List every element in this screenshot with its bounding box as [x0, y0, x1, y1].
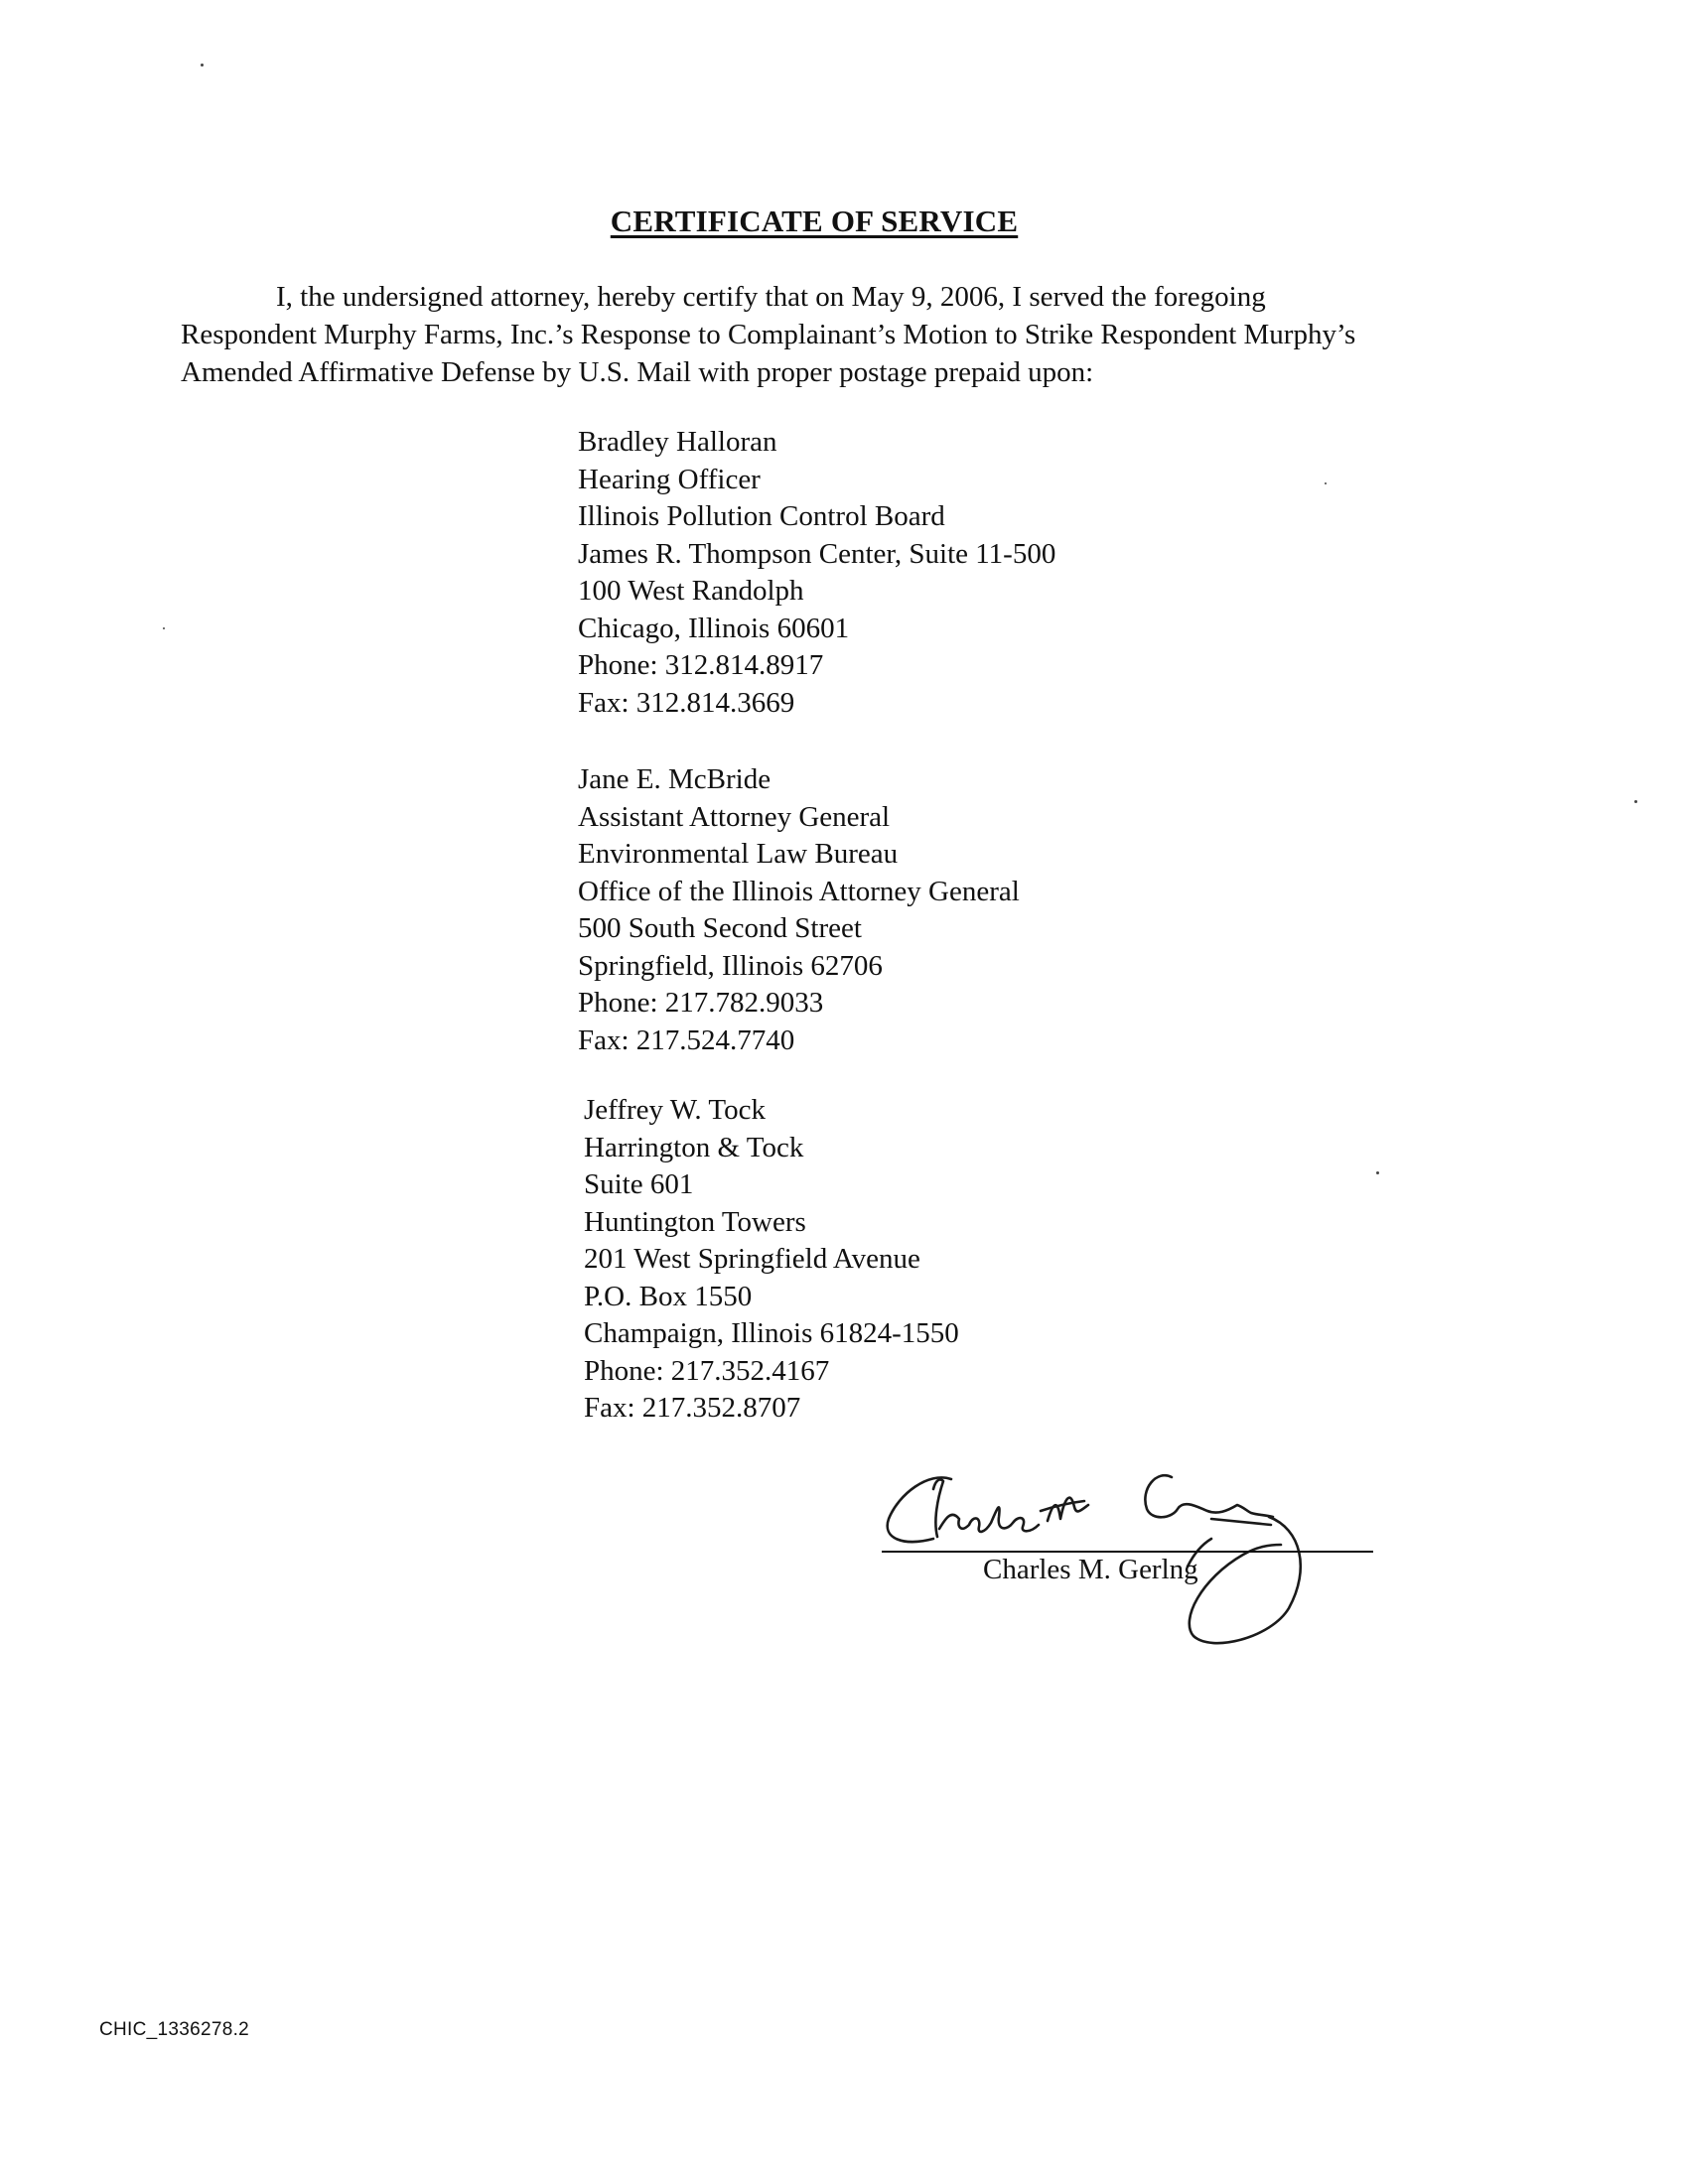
address-line: Jeffrey W. Tock — [584, 1094, 766, 1126]
paragraph-line-3: Amended Affirmative Defense by U.S. Mail with proper postage prepaid upon: — [181, 356, 1094, 388]
address-line: Office of the Illinois Attorney General — [578, 875, 1020, 907]
address-line: Champaign, Illinois 61824-1550 — [584, 1317, 959, 1349]
certification-paragraph — [181, 278, 1462, 391]
scan-speck — [1634, 800, 1637, 803]
address-line: 201 West Springfield Avenue — [584, 1243, 920, 1275]
recipient-address-mcbride — [578, 761, 1020, 1059]
address-line: Harrington & Tock — [584, 1131, 804, 1163]
address-line: James R. Thompson Center, Suite 11-500 — [578, 537, 1056, 570]
address-line: Illinois Pollution Control Board — [578, 500, 945, 532]
recipient-address-tock — [584, 1092, 959, 1428]
address-line: Environmental Law Bureau — [578, 838, 899, 870]
address-line: Suite 601 — [584, 1168, 694, 1200]
scan-speck — [1325, 482, 1327, 484]
paragraph-line-1: I, the undersigned attorney, hereby certify that on May 9, 2006, I served the foregoing — [276, 281, 1266, 313]
scan-speck — [1376, 1171, 1379, 1174]
page-title: CERTIFICATE OF SERVICE — [610, 204, 1019, 238]
signature-line — [882, 1551, 1373, 1553]
signer-name: Charles M. Gerlng — [983, 1554, 1198, 1585]
address-line: Huntington Towers — [584, 1205, 806, 1238]
address-line: Springfield, Illinois 62706 — [578, 949, 883, 982]
document-id: CHIC_1336278.2 — [99, 2019, 250, 2040]
address-line: Phone: 217.782.9033 — [578, 987, 824, 1019]
address-line: Assistant Attorney General — [578, 800, 891, 833]
address-line: 500 South Second Street — [578, 912, 862, 944]
address-line: Chicago, Illinois 60601 — [578, 612, 850, 644]
address-line: Fax: 217.524.7740 — [578, 1024, 795, 1056]
recipient-address-halloran — [578, 424, 1055, 722]
address-line: Fax: 312.814.3669 — [578, 686, 795, 719]
paragraph-line-2: Respondent Murphy Farms, Inc.’s Response to Complainant’s Motion to Strike Respondent Murphy’s — [181, 319, 1356, 350]
scan-speck — [163, 627, 165, 629]
address-line: Phone: 312.814.8917 — [578, 649, 824, 681]
scan-speck — [201, 64, 204, 67]
address-line: Fax: 217.352.8707 — [584, 1392, 801, 1424]
address-line: 100 West Randolph — [578, 575, 804, 607]
address-line: Phone: 217.352.4167 — [584, 1354, 830, 1387]
address-line: P.O. Box 1550 — [584, 1280, 753, 1312]
address-line: Jane E. McBride — [578, 763, 772, 795]
address-line: Hearing Officer — [578, 463, 761, 495]
address-line: Bradley Halloran — [578, 426, 777, 458]
